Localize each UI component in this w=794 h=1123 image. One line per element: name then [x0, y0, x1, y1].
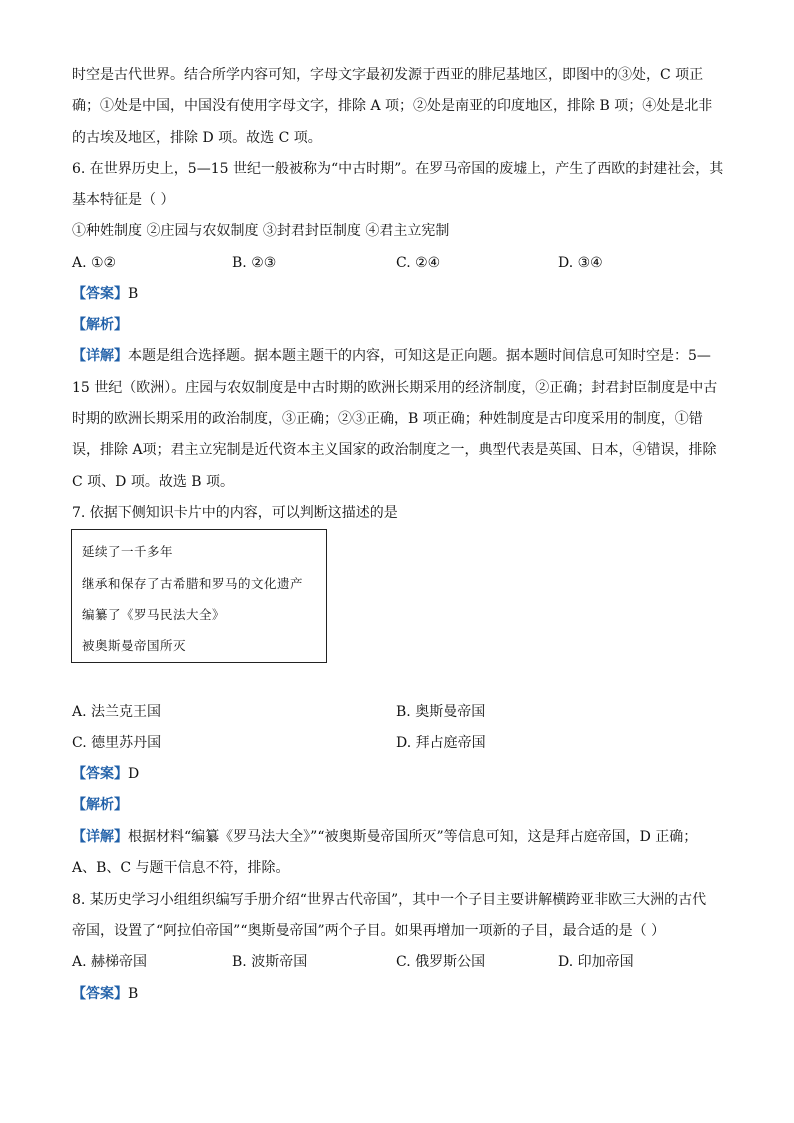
q8-option-a: A. 赫梯帝国 — [72, 954, 148, 970]
q6-detail-line-2: 15 世纪（欧洲）。庄园与农奴制度是中古时期的欧洲长期采用的经济制度，②正确；封君封臣制度是中古 — [72, 380, 718, 396]
answer-value: B — [128, 986, 139, 1002]
q6-stem-line-1: 6. 在世界历史上，5—15 世纪一般被称为“中古时期”。在罗马帝国的废墟上，产生了西欧的封建社会，其 — [72, 161, 724, 177]
detail-text: 根据材料“编纂《罗马法大全》”“被奥斯曼帝国所灭”等信息可知，这是拜占庭帝国，D 正确； — [128, 829, 698, 845]
card-line-2: 继承和保存了古希腊和罗马的文化遗产 — [82, 576, 304, 591]
answer-value: B — [128, 286, 139, 302]
analysis-tag: 【解析】 — [72, 797, 128, 813]
answer-tag: 【答案】 — [72, 286, 128, 302]
q6-detail-line-5: C 项、D 项。故选 B 项。 — [72, 474, 235, 490]
q6-detail-line-3: 时期的欧洲长期采用的政治制度，③正确；②③正确，B 项正确；种姓制度是古印度采用的制度，①错 — [72, 411, 703, 427]
q7-option-d: D. 拜占庭帝国 — [396, 735, 486, 751]
q6-option-b: B. ②③ — [232, 255, 277, 271]
q6-items: ①种姓制度 ②庄园与农奴制度 ③封君封臣制度 ④君主立宪制 — [72, 223, 450, 239]
q7-option-b: B. 奥斯曼帝国 — [396, 704, 486, 720]
q6-analysis-heading — [72, 315, 128, 335]
detail-tag: 【详解】 — [72, 829, 128, 845]
q8-stem-line-1: 8. 某历史学习小组组织编写手册介绍“世界古代帝国”，其中一个子目主要讲解横跨亚非欧三大洲的古代 — [72, 892, 707, 908]
q7-detail-line-2: A、B、C 与题干信息不符，排除。 — [72, 860, 290, 876]
q5-analysis-line-2: 确；①处是中国，中国没有使用字母文字，排除 A 项；②处是南亚的印度地区，排除 B 项；④处是北非 — [72, 98, 713, 114]
q8-option-b: B. 波斯帝国 — [232, 954, 308, 970]
q8-answer — [72, 984, 138, 1004]
answer-value: D — [128, 766, 140, 782]
q7-answer — [72, 764, 139, 784]
card-line-3: 编纂了《罗马民法大全》 — [82, 607, 226, 622]
q6-detail-line-1 — [72, 346, 711, 366]
q6-option-c: C. ②④ — [396, 255, 441, 271]
q7-analysis-heading — [72, 795, 128, 815]
answer-tag: 【答案】 — [72, 766, 128, 782]
q6-detail-line-4: 误，排除 A项；君主立宪制是近代资本主义国家的政治制度之一，典型代表是英国、日本，④错误，排除 — [72, 442, 717, 458]
q7-option-a: A. 法兰克王国 — [72, 704, 162, 720]
detail-text: 本题是组合选择题。据本题主题干的内容，可知这是正向题。据本题时间信息可知时空是：5— — [128, 348, 711, 364]
card-line-4: 被奥斯曼帝国所灭 — [82, 638, 187, 653]
q7-option-c: C. 德里苏丹国 — [72, 735, 162, 751]
detail-tag: 【详解】 — [72, 348, 128, 364]
q7-detail-line-1 — [72, 827, 697, 847]
card-line-1: 延续了一千多年 — [82, 544, 174, 559]
q6-option-a: A. ①② — [72, 255, 117, 271]
q8-stem-line-2: 帝国，设置了“阿拉伯帝国”“奥斯曼帝国”两个子目。如果再增加一项新的子目，最合适的是（ ） — [72, 923, 666, 939]
q5-analysis-line-3: 的古埃及地区，排除 D 项。故选 C 项。 — [72, 130, 322, 146]
q6-stem-line-2: 基本特征是（ ） — [72, 192, 175, 208]
analysis-tag: 【解析】 — [72, 317, 128, 333]
q7-stem: 7. 依据下侧知识卡片中的内容，可以判断这描述的是 — [72, 505, 398, 521]
q6-option-d: D. ③④ — [558, 255, 603, 271]
q6-answer — [72, 284, 138, 304]
knowledge-card — [71, 529, 327, 663]
q8-option-c: C. 俄罗斯公国 — [396, 954, 486, 970]
q5-analysis-line-1: 时空是古代世界。结合所学内容可知，字母文字最初发源于西亚的腓尼基地区，即图中的③处，C 项正 — [72, 67, 704, 83]
answer-tag: 【答案】 — [72, 986, 128, 1002]
q8-option-d: D. 印加帝国 — [558, 954, 634, 970]
